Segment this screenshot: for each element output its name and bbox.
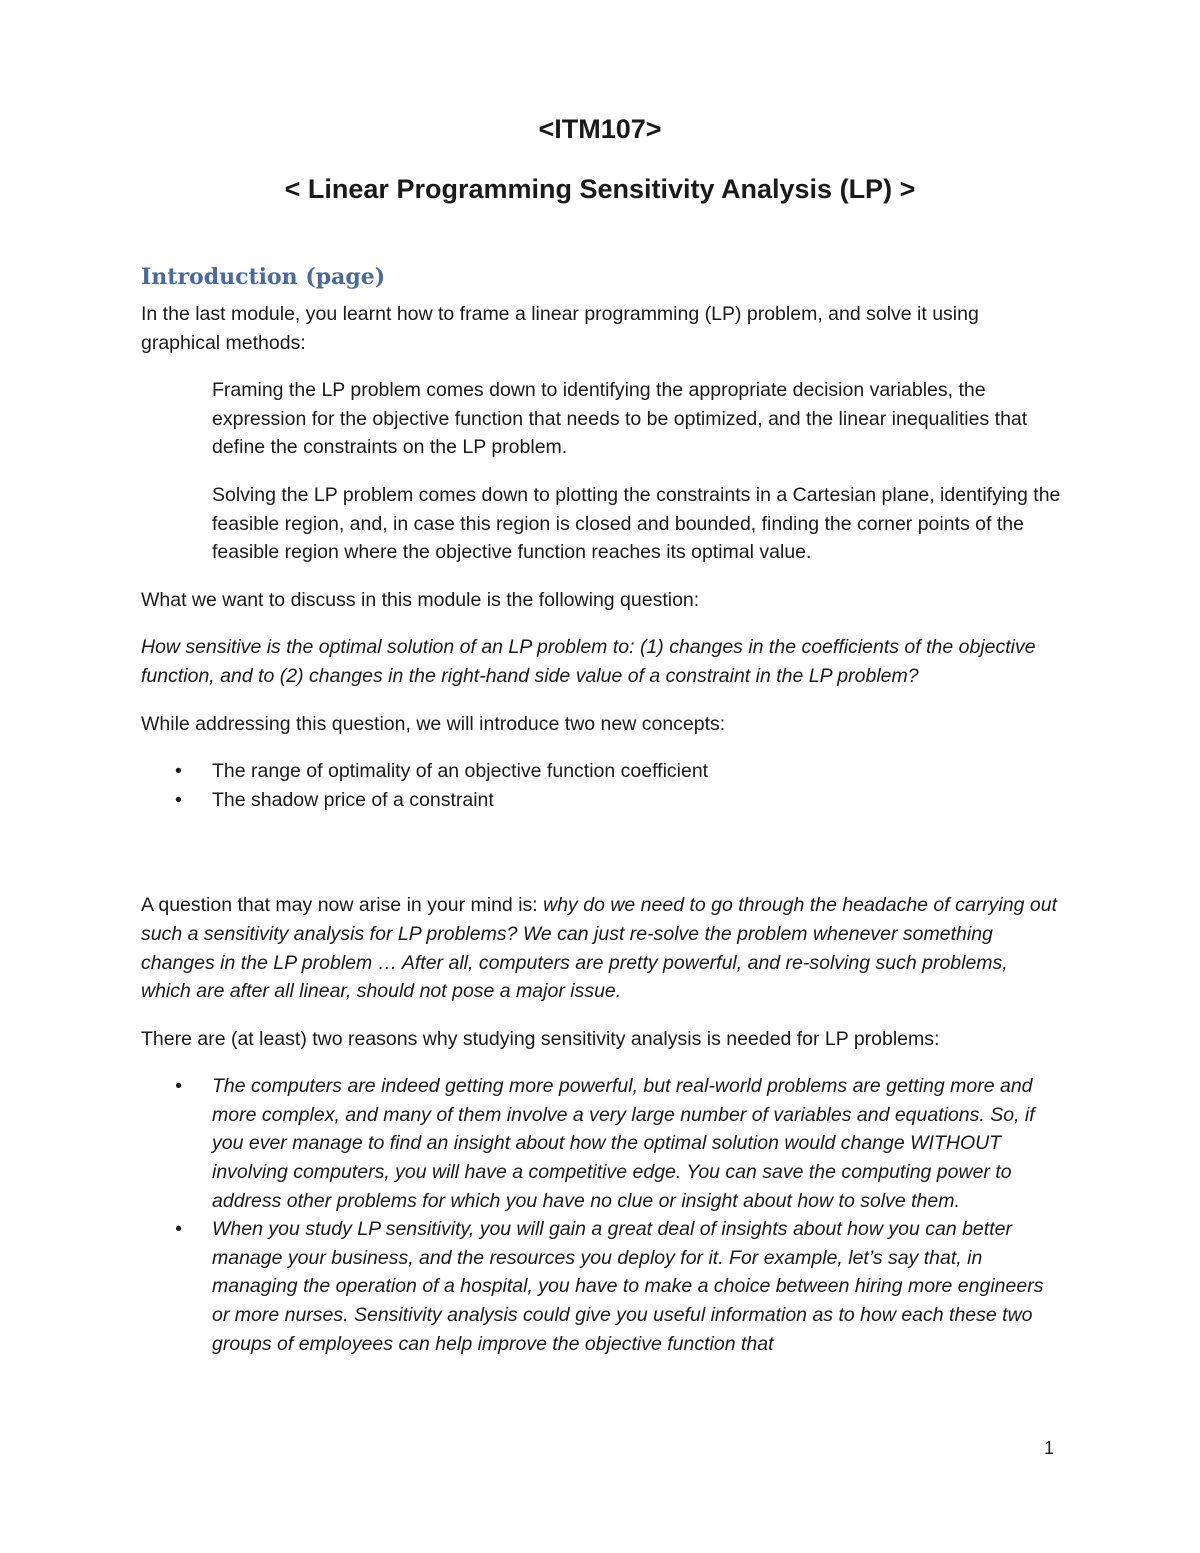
list-item (141, 1072, 1061, 1215)
solving-paragraph: Solving the LP problem comes down to plotting the constraints in a Cartesian plane, identifying the feasible region, and, in case this region is closed and bounded, finding the corner points of the feasible region where the objective function reaches its optimal value. (212, 483, 1061, 564)
bullet-icon: • (175, 760, 182, 783)
list-item-text: When you study LP sensitivity, you will gain a great deal of insights about how you can better manage your business, and the resources you deploy for it. For example, let’s say that, in managing the operation of a hospital, you have to make a choice between hiring more engineers or more nurses. Sensitivity analysis could give you useful information as to how each these two groups of employees can help improve the objective function that (212, 1218, 1044, 1355)
list-item (141, 786, 1061, 815)
question-paragraph: How sensitive is the optimal solution of an LP problem to: (1) changes in the coefficients of the objective function, and to (2) changes in the right-hand side value of a constraint in the LP problem? (141, 636, 1036, 687)
intro-paragraph: In the last module, you learnt how to frame a linear programming (LP) problem, and solve it using graphical methods: (141, 303, 979, 354)
bullet-icon: • (175, 788, 182, 811)
bullet-icon: • (175, 1218, 182, 1241)
reasons-intro-paragraph: There are (at least) two reasons why studying sensitivity analysis is needed for LP problems: (141, 1027, 940, 1050)
section-heading: Introduction (page) (141, 264, 386, 290)
list-item-text: The range of optimality of an objective function coefficient (212, 760, 709, 783)
vertical-spacer (141, 833, 1061, 891)
course-code: <ITM107> (538, 114, 662, 144)
headache-lead: A question that may now arise in your mind is: (141, 894, 544, 917)
discuss-paragraph: What we want to discuss in this module is the following question: (141, 588, 700, 611)
headache-paragraph (141, 891, 1061, 1005)
framing-paragraph: Framing the LP problem comes down to identifying the appropriate decision variables, the expression for the objective function that needs to be optimized, and the linear inequalities that define the constraints on the LP problem. (212, 379, 1028, 459)
list-item-text: The computers are indeed getting more powerful, but real-world problems are getting more and more complex, and many of them involve a very large number of variables and equations. So, if you ever manage to find an insight about how the optimal solution would change WITHOUT involving computers, you will have a competitive edge. You can save the computing power to address other problems for which you have no clue or insight about how to solve them. (212, 1075, 1035, 1212)
list-item (141, 1215, 1061, 1358)
bullet-icon: • (175, 1075, 182, 1098)
headache-italic: why do we need to go through the headache of carrying out such a sensitivity analysis for LP problems? We can just re-solve the problem whenever something changes in the LP problem … After all, computers are pretty powerful, and re-solving such problems, which are after all linear, should not pose a major issue. (141, 894, 1057, 1003)
concepts-intro-paragraph: While addressing this question, we will introduce two new concepts: (141, 712, 726, 735)
list-item (141, 757, 1061, 786)
reasons-list (141, 1072, 1061, 1358)
list-item-text: The shadow price of a constraint (212, 788, 494, 811)
document-body (141, 300, 1061, 1377)
page-number: 1 (1044, 1438, 1055, 1458)
document-title: < Linear Programming Sensitivity Analysis (LP) > (284, 174, 916, 204)
concepts-list (141, 757, 1061, 814)
